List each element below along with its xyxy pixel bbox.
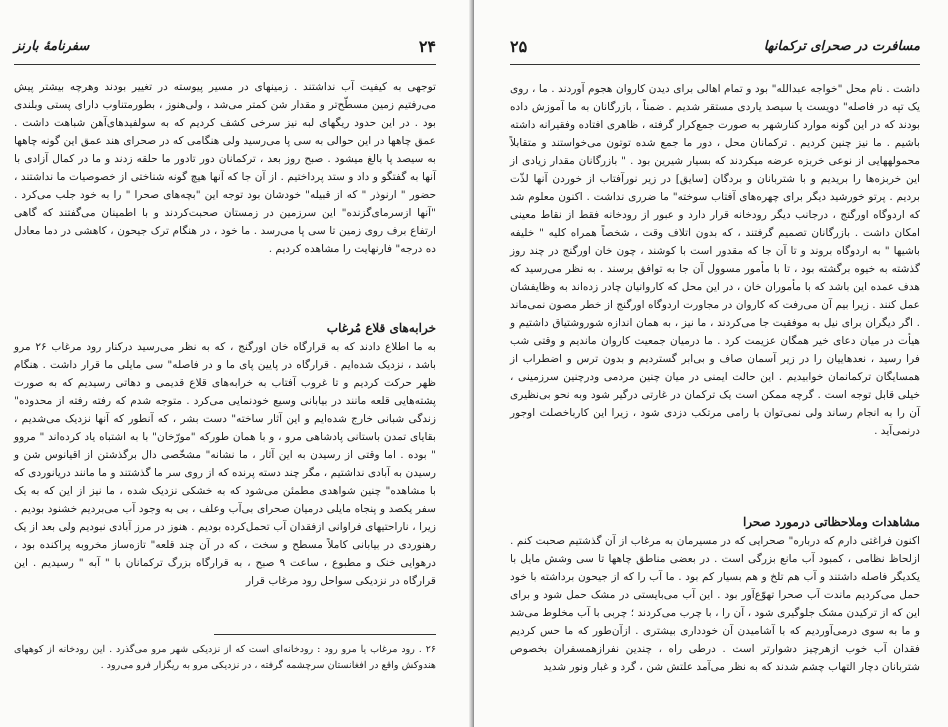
body-paragraph: توجهی به کیفیت آب نداشتند . زمینهای در مسیر پیوسته در تغییر بودند وهرچه بیشتر پیش می‌رفتیم زمین مسطّح‌تر و مقدار شن کمتر می‌شد ، ولی‌هنوز ، بطورمتناوب دارای پستی وبلندی بود . در این حدود ریگهای لبه نیز سرخی کشف کردیم که به سولفیدهای‌آهن شباهت داشت . عمق چاهها در این حوالی به سی پا می‌رسید ولی هنگامی که در صحرای هند عمق این گونه چاهها به سیصد پا بالغ میشود . صبح روز بعد ، ترکمانان دور تادور ما حلقه زدند و ما در کمال آزادی با آنها به گفتگو و داد و ستد پرداختیم . از آن جا که آنها هیچ گونه شناختی از خصوصیات ما نداشتند ، حضور " ارنوذر " که از قبیله" خودشان بود توجه این "بچه‌های صحرا " را به خود جلب می‌کرد . "آنها ازسرمای‌گزنده" این سرزمین در زمستان صحبت‌کردند و با اطمینان می‌گفتند که گاهی ارتفاع برف روی زمین تا سی پا می‌رسد . ما خود ، در هنگام ترک جیحون ، کاهشی در دما معادل ده درجه" فارنهایت را مشاهده کردیم .	[14, 81, 436, 255]
body-paragraph: داشت . نام محل "خواجه عبدالله" بود و تمام اهالی برای دیدن کاروان هجوم آوردند . ما ، روی یک تپه در فاصله" دویست یا سیصد یاردی مستقر شدیم . ضمناً ، بازرگانان به ما آموزش داده بودند که در این گونه موارد کنارشهر به صورت جمع‌کرار گرفته ، ظاهری افتاده وفقیرانه داشته باشیم . ما نیز چنین کردیم . ترکمانان محل ، دور ما جمع شده توتون می‌خواستند و متقابلاً محمولههایی از نوعی خربزه عرضه میکردند که بسیار شیرین بود . " بازرگانان مقدار زیادی از این خربزه‌ها را بریدیم و با شتربانان و بردگان [سایق] در زیر نورآفتاب از خوردن آنها لذّت بردیم . پرتو خورشید دیگر برای چهره‌های آفتاب سوخته" ما ضرری نداشت . اکنون معلوم شد که اردوگاه اورگنج ، درجانب دیگر رودخانه قرار دارد و عبور از رودخانه فقط از نقاط معینی امکان داشت . بازرگانان تصمیم گرفتند ، که بدون اتلاف وقت ، شخصاً همراه کلیه " خلیفه باشیها " به اردوگاه بروند و تا آن جا که مقدور است با کوشند ، چون خان اورگنج در چند روز گذشته به خیوه برگشته بود ، تا با مأمور مسوول آن جا به توافق برسند . به نظر می‌رسید که هدف عمده این باشد که با مأموران خان ، در این محل که کاروانیان چادر زده‌اند به وظایفشان عمل کنند . زیرا بیم آن می‌رفت که کاروان در مجاورت اردوگاه اورگنج از خطر مصون نمی‌ماند . اگر دیگران برای نیل به موفقیت جا می‌کردند ، ما نیز ، به همان اندازه شوروشتیاق داشتیم و هیأت در میان دعای خیر همگان عزیمت کرد . ما درمیان جمعیت کاروان ماندیم و وقتی شب فرا رسید ، نعدهاییان را در زیر آسمان صاف و بی‌ابر گستردیم و بدون ترس و اضطراب از همسایگان ترکمانمان خوابیدیم . این حالت ایمنی در میان چنین مردمی ودرچنین سرزمینی ، خیلی قابل توجه است . گرچه ممکن است یک ترکمان در غارتی درگیر شود وبه نحو بی‌نظیری آن را به انجام رساند ولی نمی‌توان با رامی مرتکب دزدی شود ، زیرا این کاربا‌خصلت اوجور درنمی‌آید .	[510, 83, 920, 437]
body-paragraph: اکنون فراغتی دارم که درباره" صحرایی که در مسیرمان به مرغاب از آن گذشتیم صحبت کنم . ازلحاظ نظامی ، کمبود آب مانع بزرگی است . در بعضی مناطق چاهها تا سی وشش مایل با یکدیگر فاصله داشتند و آب هم تلخ و هم بسیار کم بود . ما آب را که از جیحون برداشته با خود حمل می‌کردیم ماندت آب صحرا تهوّع‌آور بود . این آب می‌بایستی در مشک حمل شود و برای این که از ترکیدن مشک جلوگیری شود ، آن را ، با چرب می‌کردند ؛ چربی با آب مخلوط می‌شد و ما به سوی درمی‌آوردیم که با آشامیدن آن خودداری بیشتری . ازآن‌طور که ما حس کردیم فقدان آب خوب ازهرچیز دشوارتر است . درطی راه ، چندین نفرازهمسفران بخصوص شتربانان دچار التهاب چشم شدند که به نظر می‌آمد علتش شن ، گرد و غبار ونور شدید	[510, 535, 920, 673]
page-number: ۲۵	[510, 36, 528, 56]
footnote: ۲۶ . رود مرغاب یا مرو رود : رودخانه‌ای است که از نزدیکی شهر مرو می‌گذرد . این رودخانه از کوههای هندوکش واقع در افغانستان سرچشمه گرفته ، در نزدیکی مرو به ریگزار فرو می‌رود .	[14, 644, 436, 671]
right-page	[474, 0, 948, 727]
header-rule	[14, 64, 436, 65]
page-number: ۲۴	[418, 36, 436, 56]
left-page-header	[14, 34, 436, 58]
right-page-header	[510, 34, 920, 58]
footnote-rule	[214, 634, 436, 635]
right-page-body	[510, 80, 920, 440]
section-heading: خرابه‌های قلاع مُرغاب	[326, 321, 436, 335]
header-rule	[510, 64, 920, 65]
running-title: مسافرت در صحرای ترکمانها	[763, 38, 920, 54]
left-page-section	[14, 318, 436, 590]
right-page-section	[510, 512, 920, 676]
section-heading: مشاهدات وملاحظاتی درمورد صحرا	[742, 515, 920, 529]
left-page-body	[14, 78, 436, 258]
running-title: سفرنامهٔ بارنز	[14, 38, 90, 54]
body-paragraph: به ما اطلاع دادند که به قرارگاه خان اورگنج ، که به نظر می‌رسید درکنار رود مرغاب ۲۶ مرو باشد ، نزدیک شده‌ایم . قرارگاه در پایین پای ما و در فاصله" سی مایلی ما قرار داشت . هنگام ظهر حرکت کردیم و تا غروب آفتاب به خرابه‌های قلاع قدیمی و دهاتی رسیدیم که به صورت پشته‌هایی قلعه مانند در بیابانی وسیع خودنمایی می‌کرد . متوجه شدم که رفته رفته از محدوده" زندگی شبانی خارج شده‌ایم و این آثار ساخته" دست بشر ، که آنطور که آنها نزدیک می‌شدیم ، بقایای تمدن باستانی پادشاهی مرو ، و با همان طورکه "مورّخان" با به اشتباه یاد کرده‌اند " مروو " بوده . اما وقتی از رسیدن به این آثار ، ما نشانه" مشخّصی دال برگذشتن از اقیانوس شن و رسیدن به آبادی نداشتیم ، مگر چند دسته پرنده که از روی سر ما گذشتند و ما مانند دریانوردی که با مشاهده" چنین شواهدی مطمئن می‌شود که به خشکی نزدیک شده ، ما نیز از این که به یک سفر یکصد و پنجاه مایلی درمیان صحرای بی‌آب وعلف ، بی به وجود آب می‌بردیم خشنود بودیم . زیرا ، ناراحتیهای فراوانی ازفقدان آب تحمل‌کرده بودیم . هنوز در مرز آبادی نبودیم ولی بعد از یک رهنوردی در بیابانی کاملاً مسطح و سخت ، که در آن چند قلعه" تازه‌ساز مخروبه پراکنده بود ، درهوایی خنک و مطبوع ، ساعت ۹ صبح ، به قرارگاه بزرگ ترکمانان با " آبه " رسیدیم . این قرارگاه در نزدیکی سواحل رود مرغاب قرار	[14, 341, 437, 587]
